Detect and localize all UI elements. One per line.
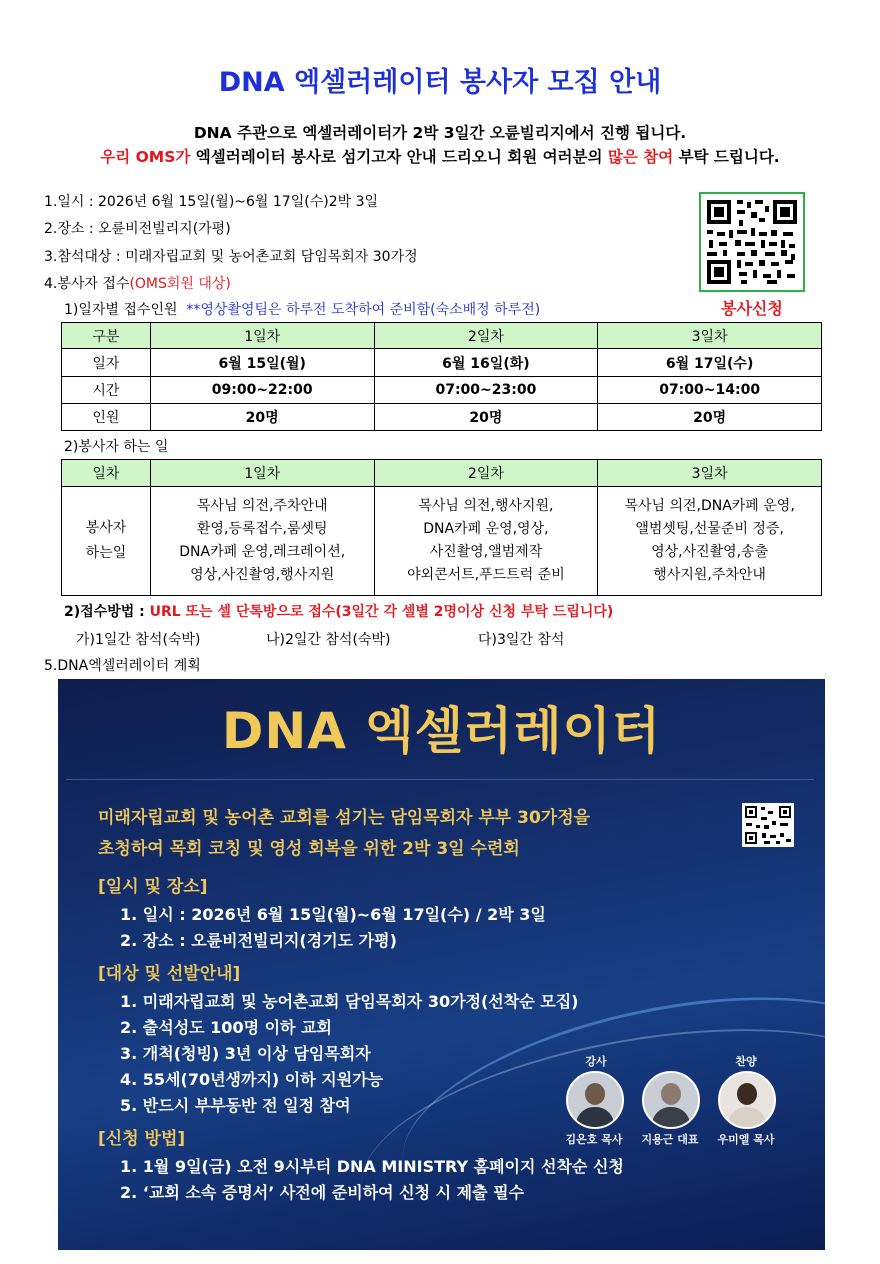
info-target: 3.참석대상 : 미래자립교회 및 농어촌교회 담임목회자 30가정 xyxy=(44,249,418,265)
task-line: 앨범셋팅,선물준비 정증, xyxy=(635,521,784,537)
method-option-2: 나)2일간 참석(숙박) xyxy=(266,632,391,648)
poster-title: DNA 엑셀러레이터 xyxy=(221,702,662,760)
task-line: 목사님 의전,DNA카페 운영, xyxy=(624,498,795,514)
task-line: DNA카페 운영,영상, xyxy=(423,521,549,537)
table-header: 1일차 xyxy=(150,323,374,349)
method-text: URL 또는 셀 단톡방으로 접수(3일간 각 셀별 2명이상 신청 부탁 드립니다) xyxy=(149,604,614,620)
intro-line-2 xyxy=(0,145,880,167)
person-name: 지용근 대표 xyxy=(641,1133,699,1146)
plan-heading: 5.DNA엑셀러레이터 계획 xyxy=(44,658,201,674)
sub1-label: 1)일자별 접수인원 xyxy=(64,302,178,318)
poster-item: 1. 1월 9일(금) 오전 9시부터 DNA MINISTRY 홈페이지 선착순 신청 xyxy=(120,1157,624,1176)
method-label: 2)접수방법 : xyxy=(64,604,150,620)
table-header: 2일차 xyxy=(374,323,598,349)
tasks-day2 xyxy=(374,487,598,596)
task-line: 환영,등록접수,룸셋팅 xyxy=(196,521,328,537)
poster-item: 1. 미래자립교회 및 농어촌교회 담임목회자 30가정(선착순 모집) xyxy=(120,992,579,1011)
intro-end: 부탁 드립니다. xyxy=(673,148,780,166)
method-option-1: 가)1일간 참석(숙박) xyxy=(76,632,201,648)
table-header: 3일차 xyxy=(598,323,822,349)
worship-label: 찬양 xyxy=(735,1055,757,1068)
task-line: 야외콘서트,푸드트럭 준비 xyxy=(407,567,565,583)
info-place: 2.장소 : 오륜비전빌리지(가평) xyxy=(44,221,231,237)
speaker-label: 강사 xyxy=(585,1055,607,1068)
poster-section-3: [신청 방법] xyxy=(98,1129,186,1149)
table-cell: 6월 16일(화) xyxy=(374,349,598,377)
info-sub1 xyxy=(64,299,540,319)
poster-item: 4. 55세(70년생까지) 이하 지원가능 xyxy=(120,1070,384,1089)
table-cell: 09:00~22:00 xyxy=(150,377,374,404)
row-label-line: 봉사자 xyxy=(85,520,127,536)
info-date: 1.일시 : 2026년 6월 15일(월)~6월 17일(수)2박 3일 xyxy=(44,194,379,210)
poster-item: 3. 개척(청빙) 3년 이상 담임목회자 xyxy=(120,1044,371,1063)
qr-label: 봉사신청 xyxy=(721,299,783,318)
row-label-line: 하는일 xyxy=(85,545,127,561)
poster-section-1: [일시 및 장소] xyxy=(98,877,208,897)
table-cell: 07:00~23:00 xyxy=(374,377,598,404)
table-cell: 07:00~14:00 xyxy=(598,377,822,404)
table-cell: 20명 xyxy=(150,404,374,431)
method-line xyxy=(64,601,613,621)
tasks-table xyxy=(61,459,822,596)
poster-item: 2. ‘교회 소속 증명서’ 사전에 준비하여 신청 시 제출 필수 xyxy=(120,1183,525,1202)
person-name: 김은호 목사 xyxy=(565,1133,623,1146)
qr-code[interactable] xyxy=(699,192,805,292)
table-header: 3일차 xyxy=(598,460,822,487)
schedule-table xyxy=(61,322,822,431)
task-line: DNA카페 운영,레크레이션, xyxy=(179,544,346,560)
table-header: 일차 xyxy=(62,460,151,487)
poster-qr-icon xyxy=(742,803,794,847)
qr-icon xyxy=(701,194,803,290)
table-cell: 20명 xyxy=(598,404,822,431)
task-line: 영상,사진촬영,행사지원 xyxy=(190,567,335,583)
task-line: 목사님 의전,주차안내 xyxy=(196,498,328,514)
poster-lead-2: 초청하여 목회 코칭 및 영성 회복을 위한 2박 3일 수련회 xyxy=(98,839,520,859)
table-header: 2일차 xyxy=(374,460,598,487)
row-label: 일자 xyxy=(62,349,151,377)
poster-item: 2. 장소 : 오륜비전빌리지(경기도 가평) xyxy=(120,931,397,950)
row-label xyxy=(62,487,151,596)
intro-emphasis: 많은 참여 xyxy=(607,148,674,166)
task-line: 영상,사진촬영,송출 xyxy=(651,544,769,560)
table-cell: 6월 15일(월) xyxy=(150,349,374,377)
tasks-day3 xyxy=(598,487,822,596)
poster-section-2: [대상 및 선발안내] xyxy=(98,964,241,984)
sub1-note: **영상촬영팀은 하루전 도착하여 준비함(숙소배정 하루전) xyxy=(186,302,541,318)
intro-line-1: DNA 주관으로 엑셀러레이터가 2박 3일간 오륜빌리지에서 진행 됩니다. xyxy=(193,124,687,142)
intro-middle: 엑셀러레이터 봉사로 섬기고자 안내 드리오니 회원 여러분의 xyxy=(190,148,608,166)
avatar xyxy=(642,1071,700,1129)
poster-item: 1. 일시 : 2026년 6월 15일(월)~6월 17일(수) / 2박 3일 xyxy=(120,905,546,924)
table-cell: 20명 xyxy=(374,404,598,431)
intro-oms: 우리 OMS가 xyxy=(100,148,191,166)
poster-item: 2. 출석성도 100명 이하 교회 xyxy=(120,1018,332,1037)
row-label: 시간 xyxy=(62,377,151,404)
table-header: 1일차 xyxy=(150,460,374,487)
person-name: 우미엘 목사 xyxy=(717,1133,775,1146)
page-title: DNA 엑셀러레이터 봉사자 모집 안내 xyxy=(218,67,662,98)
recruit-label: 4.봉사자 접수 xyxy=(44,276,130,292)
avatar xyxy=(566,1071,624,1129)
table-header: 구분 xyxy=(62,323,151,349)
recruit-note: (OMS회원 대상) xyxy=(129,276,231,292)
task-line: 행사지원,주차안내 xyxy=(653,567,766,583)
poster-lead-1: 미래자립교회 및 농어촌 교회를 섬기는 담임목회자 부부 30가정을 xyxy=(98,808,591,828)
sub2-heading: 2)봉사자 하는 일 xyxy=(64,439,169,455)
tasks-day1 xyxy=(150,487,374,596)
event-poster xyxy=(58,679,825,1250)
poster-item: 5. 반드시 부부동반 전 일정 참여 xyxy=(120,1096,351,1115)
task-line: 사진촬영,앨범제작 xyxy=(429,544,543,560)
info-recruit xyxy=(44,273,231,293)
avatar xyxy=(718,1071,776,1129)
row-label: 인원 xyxy=(62,404,151,431)
table-cell: 6월 17일(수) xyxy=(598,349,822,377)
task-line: 목사님 의전,행사지원, xyxy=(418,498,554,514)
method-option-3: 다)3일간 참석 xyxy=(478,632,565,648)
